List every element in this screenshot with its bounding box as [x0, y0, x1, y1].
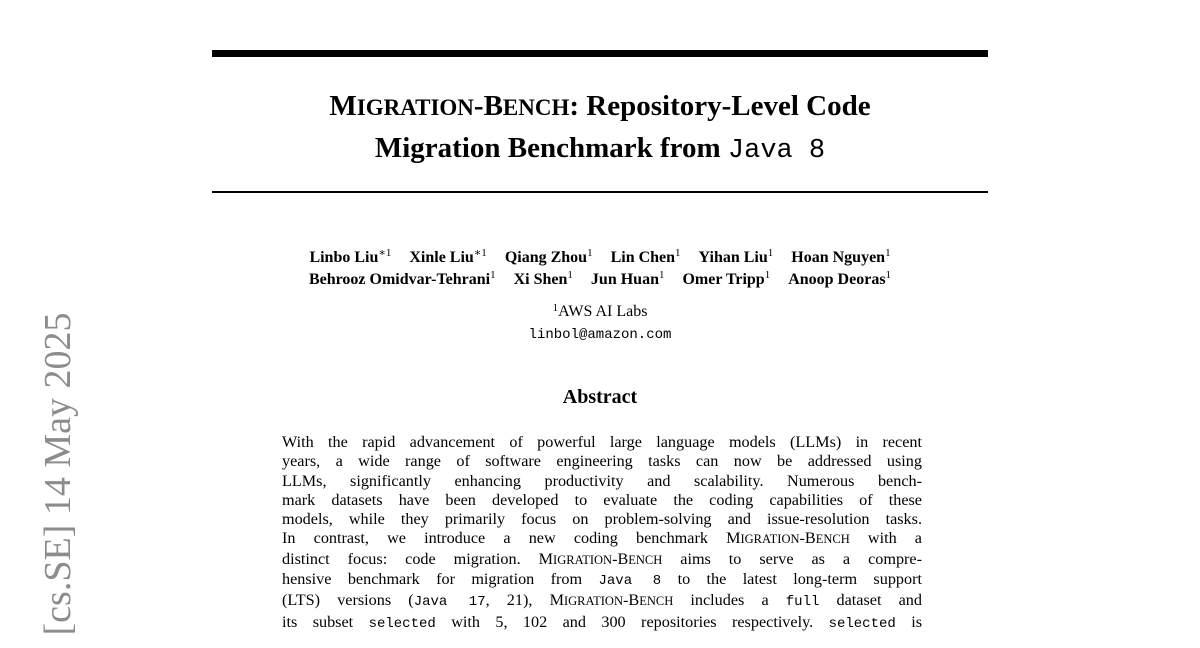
- abstract-line: With the rapid advancement of powerful large language models (LLMs) in recent: [282, 433, 922, 451]
- abstract-line: models, while they primarily focus on problem-solving and issue-resolution tasks.: [282, 510, 922, 529]
- abstract-line: (LTS) versions (Java 17, 21), MIGRATION-BENCH includes a full dataset and: [282, 591, 922, 611]
- abstract-body: [282, 433, 922, 634]
- author: Lin Chen$^1$: [610, 247, 681, 266]
- author: Qiang Zhou$^1$: [504, 247, 593, 266]
- author: Jun Huan$^1$: [590, 269, 665, 288]
- abstract-line: distinct focus: code migration. MIGRATION-BENCH aims to serve as a compre-: [282, 549, 923, 568]
- abstract-line: its subset selected with 5, 102 and 300 repositories respectively. selected is: [282, 612, 922, 632]
- abstract-line: In contrast, we introduce a new coding benchmark MIGRATION-BENCH with a: [282, 529, 922, 548]
- author: Behrooz Omidvar-Tehrani$^1$: [308, 269, 496, 288]
- author-line-2: [212, 269, 988, 291]
- title-line-1: MIGRATION-BENCH: Repository-Level Code: [329, 90, 871, 122]
- abstract-line: hensive benchmark for migration from Java 8 to the latest long-term support: [282, 570, 922, 590]
- arxiv-side-stamp: [cs.SE] 14 May 2025: [37, 312, 79, 636]
- author: Yihan Liu$^1$: [698, 247, 774, 266]
- abstract-line: LLMs, significantly enhancing productivity and scalability. Numerous bench-: [282, 471, 922, 490]
- abstract-heading: Abstract: [562, 386, 638, 408]
- author: Xi Shen$^1$: [513, 269, 573, 288]
- author: Hoan Nguyen$^1$: [791, 247, 891, 266]
- title-line-2: Migration Benchmark from Java 8: [374, 132, 826, 166]
- abstract-line: mark datasets have been developed to evaluate the coding capabilities of these: [282, 490, 922, 509]
- author: Xinle Liu$^{∗1}$: [409, 247, 487, 266]
- top-rule: [212, 50, 988, 57]
- author-line-1: [212, 247, 988, 269]
- paper-title: [212, 86, 988, 171]
- author: Anoop Deoras$^1$: [788, 269, 892, 288]
- author: Linbo Liu$^{∗1}$: [309, 247, 392, 266]
- affiliation: $^1$AWS AI Labs: [552, 302, 648, 320]
- author: Omer Tripp$^1$: [682, 269, 771, 288]
- abstract-line: years, a wide range of software engineering tasks can now be addressed using: [282, 452, 922, 471]
- author-list: [212, 247, 988, 291]
- email-address: linbol@amazon.com: [528, 327, 672, 343]
- bottom-rule: [212, 191, 988, 193]
